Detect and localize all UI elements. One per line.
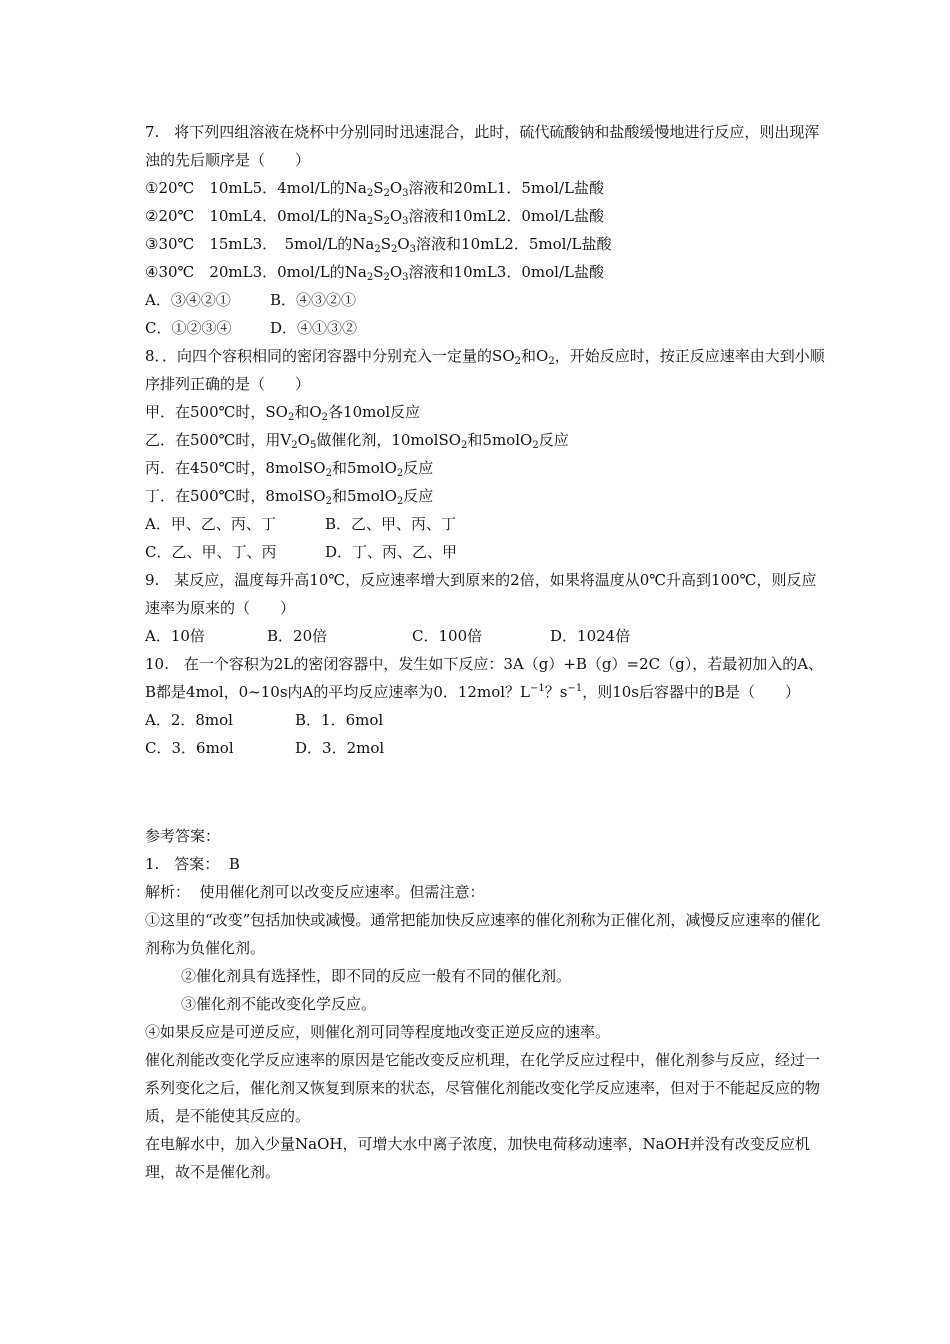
q9-option-d: D．1024倍	[550, 627, 631, 645]
q9-option-c: C．100倍	[412, 627, 483, 645]
q8-options-row-2	[145, 538, 825, 566]
q10-stem: 10. 在一个容积为2L的密闭容器中，发生如下反应：3A（g）+B（g）=2C（g），若最初加入的A、B都是4mol，0~10s内A的平均反应速率为0．12mol？$L^{-1}$？$s^{-1}$，则10s后容器中的B是（ ）	[145, 655, 824, 701]
q8-option-d: D．丁、丙、乙、甲	[325, 543, 458, 561]
analysis-paragraph-2: 在电解水中，加入少量NaOH，可增大水中离子浓度，加快电荷移动速率，NaOH并没有改变反应机理，故不是催化剂。	[145, 1135, 810, 1181]
q7-options-row-2	[145, 314, 825, 342]
q7-options-row-1	[145, 286, 825, 314]
q10-option-d: D．3．2mol	[295, 739, 385, 757]
q8-option-a: A．甲、乙、丙、丁	[145, 515, 276, 533]
q7-option-d: D．④①③②	[270, 319, 358, 337]
q7-item-4: ④30℃ 20mL3．0mol/L的$Na_2S_2O_3$溶液和10mL3．0mol/L盐酸	[145, 263, 604, 283]
answers-heading: 参考答案：	[145, 827, 221, 845]
q10-option-a: A．2．8mol	[145, 711, 233, 729]
q10-options-row-1	[145, 706, 825, 734]
analysis-point-4: ④如果反应是可逆反应，则催化剂可同等程度地改变正逆反应的速率。	[145, 1023, 611, 1041]
q9-stem: 9. 某反应，温度每升高10℃，反应速率增大到原来的2倍，如果将温度从0℃升高到100℃，则反应速率为原来的（ ）	[145, 571, 817, 617]
q7-stem: 7. 将下列四组溶液在烧杯中分别同时迅速混合，此时，硫代硫酸钠和盐酸缓慢地进行反应，则出现浑浊的先后顺序是（ ）	[145, 123, 820, 169]
q10-options-row-2	[145, 734, 825, 762]
q9-option-b: B．20倍	[267, 627, 328, 645]
q8-option-c: C．乙、甲、丁、丙	[145, 543, 277, 561]
q10-option-b: B．1．6mol	[295, 711, 384, 729]
analysis-point-2: ②催化剂具有选择性，即不同的反应一般有不同的催化剂。	[181, 967, 572, 985]
q8-options-row-1	[145, 510, 825, 538]
q7-option-c: C．①②③④	[145, 319, 232, 337]
q8-item-bing: 丙．在450℃时，8molSO$_2$和5molO$_2$反应	[145, 459, 434, 479]
answer-1: 1. 答案： B	[145, 855, 240, 873]
q8-stem: 8．．向四个容积相同的密闭容器中分别充入一定量的$SO_2$和$O_2$，开始反应时，按正反应速率由大到小顺序排列正确的是（ ）	[145, 347, 825, 393]
q7-option-b: B．④③②①	[270, 291, 357, 309]
q7-option-a: A．③④②①	[145, 291, 231, 309]
q8-item-yi: 乙．在500℃时，用$V_2O_5$做催化剂，10molSO$_2$和5molO$_2$反应	[145, 431, 569, 451]
q8-option-b: B．乙、甲、丙、丁	[325, 515, 457, 533]
section-gap	[145, 762, 825, 822]
analysis-paragraph-1: 催化剂能改变化学反应速率的原因是它能改变反应机理，在化学反应过程中，催化剂参与反应，经过一系列变化之后，催化剂又恢复到原来的状态，尽管催化剂能改变化学反应速率，但对于不能起反应的物质，是不能使其反应的。	[145, 1051, 821, 1125]
analysis-label: 解析： 使用催化剂可以改变反应速率。但需注意：	[145, 883, 485, 901]
analysis-point-1: ①这里的“改变”包括加快或减慢。通常把能加快反应速率的催化剂称为正催化剂，减慢反应速率的催化剂称为负催化剂。	[145, 911, 821, 957]
q10-option-c: C．3．6mol	[145, 739, 234, 757]
q8-item-jia: 甲．在500℃时，$SO_2$和$O_2$各10mol反应	[145, 403, 421, 423]
q7-item-3: ③30℃ 15mL3． 5mol/L的$Na_2S_2O_3$溶液和10mL2．5mol/L盐酸	[145, 235, 612, 255]
document-page	[145, 118, 825, 1186]
q7-item-1: ①20℃ 10mL5．4mol/L的$Na_2S_2O_3$溶液和20mL1．5mol/L盐酸	[145, 179, 604, 199]
q8-item-ding: 丁．在500℃时，8molSO$_2$和5molO$_2$反应	[145, 487, 434, 507]
q7-item-2: ②20℃ 10mL4．0mol/L的$Na_2S_2O_3$溶液和10mL2．0mol/L盐酸	[145, 207, 604, 227]
analysis-point-3: ③催化剂不能改变化学反应。	[181, 995, 377, 1013]
q9-options-row	[145, 622, 825, 650]
q9-option-a: A．10倍	[145, 627, 205, 645]
